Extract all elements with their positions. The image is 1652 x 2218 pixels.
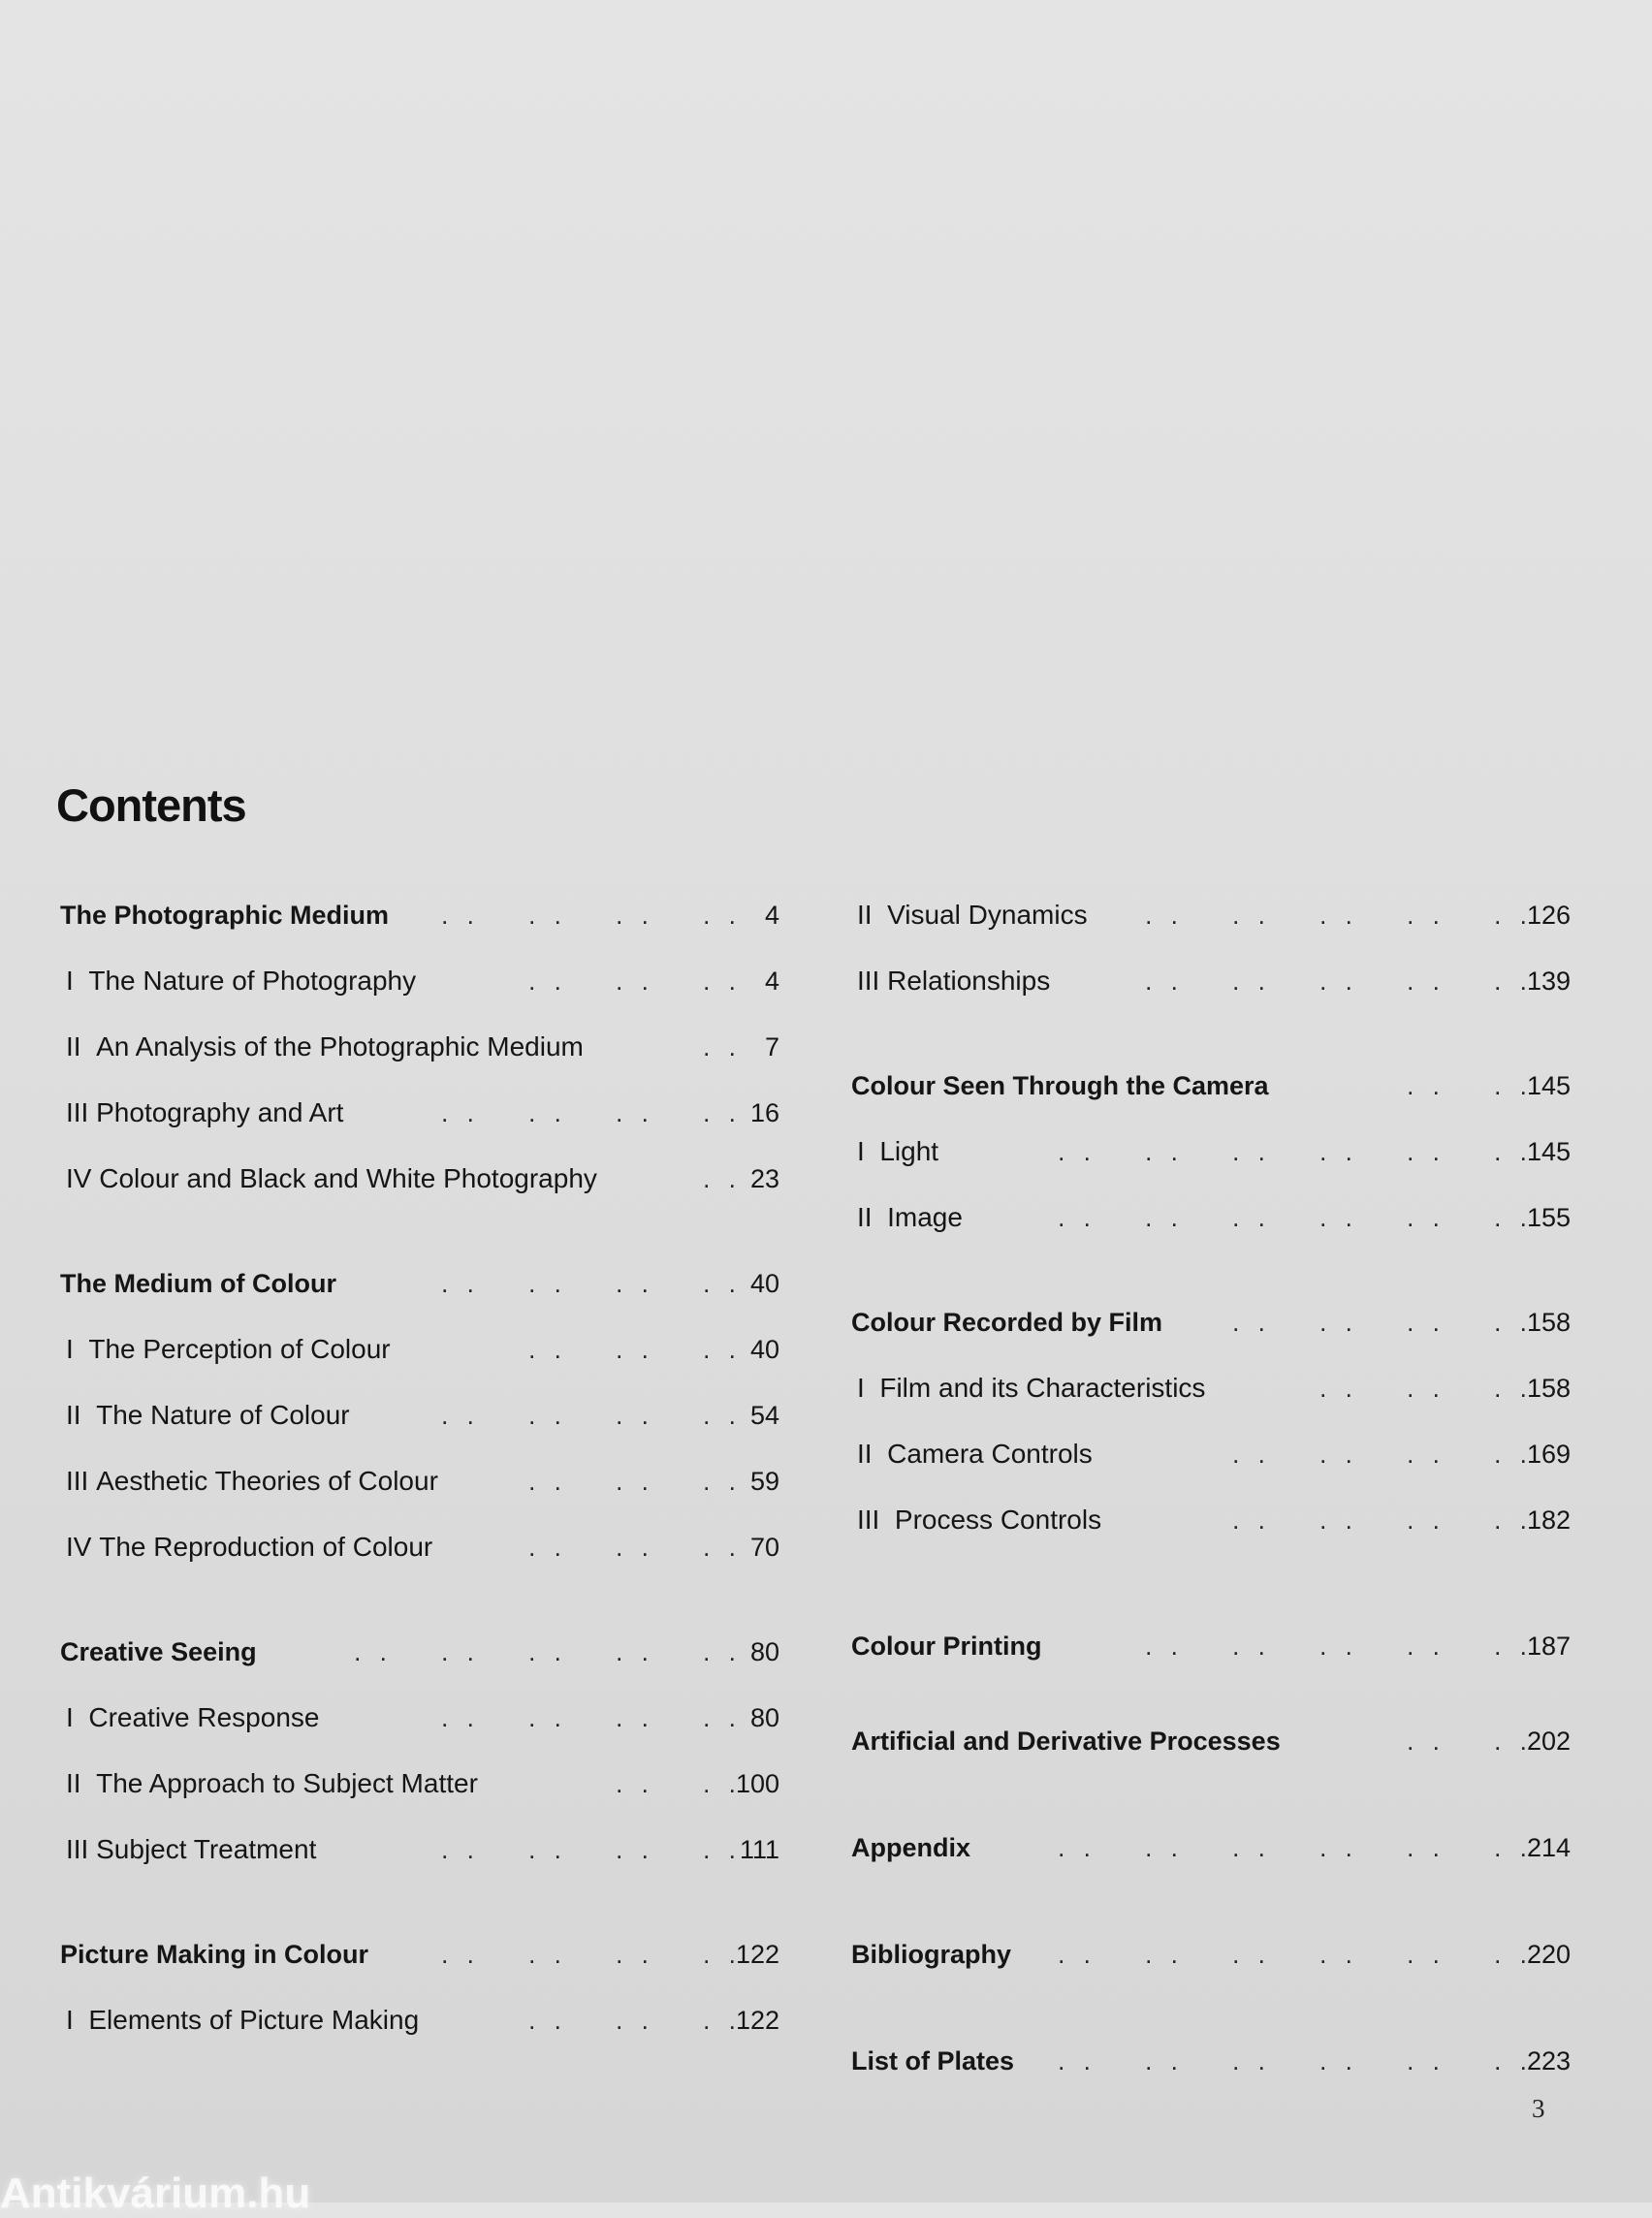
toc-numeral: I (66, 966, 74, 996)
toc-part-title: Picture Making in Colour (60, 1940, 369, 1969)
dot-leader: . . . . . . . . . . (354, 1637, 742, 1666)
toc-entry (60, 1514, 779, 1580)
toc-page-number: 80 (749, 1637, 779, 1666)
toc-part-title: Appendix (851, 1833, 971, 1862)
toc-page-number: 126 (1526, 901, 1571, 930)
dot-leader: . . . . . . (528, 1533, 742, 1562)
toc-entry (60, 1817, 779, 1883)
toc-numeral: I (66, 2005, 74, 2035)
toc-entry-title: Subject Treatment (96, 1834, 317, 1864)
toc-page-number: 214 (1526, 1833, 1571, 1862)
toc-entry-title: The Nature of Photography (88, 966, 417, 996)
toc-entry (851, 1119, 1571, 1185)
dot-leader: . . . . . . . . (441, 1835, 742, 1864)
toc-entry (60, 1685, 779, 1751)
toc-part-title: Bibliography (851, 1940, 1012, 1969)
toc-entry-title: Creative Response (88, 1702, 320, 1732)
toc-entry-title: Camera Controls (887, 1439, 1093, 1469)
dot-leader: . . . . . . . . (441, 1401, 742, 1430)
toc-entry (60, 1080, 779, 1146)
toc-entry (851, 1185, 1571, 1251)
toc-entry (851, 1355, 1571, 1421)
toc-entry (60, 1987, 779, 2053)
toc-part (851, 1921, 1571, 1987)
toc-page-number: 223 (1526, 2046, 1571, 2075)
toc-numeral: I (66, 1334, 74, 1364)
toc-entry-title: Film and its Characteristics (879, 1373, 1206, 1403)
dot-leader: . . . . . . (528, 1467, 742, 1496)
toc-page-number: 40 (749, 1335, 779, 1364)
toc-page-number: 54 (749, 1401, 779, 1430)
toc-page-number: 202 (1526, 1727, 1571, 1756)
page-title: Contents (56, 779, 246, 831)
toc-numeral: II (857, 900, 873, 930)
toc-entry-title: The Approach to Subject Matter (96, 1768, 478, 1798)
toc-page-number: 158 (1526, 1374, 1571, 1403)
toc-page-number: 59 (749, 1467, 779, 1496)
dot-leader: . . . . . . (528, 966, 742, 996)
dot-leader: . . . . . . . . (1232, 1505, 1533, 1535)
toc-numeral: I (857, 1136, 865, 1166)
toc-part (60, 1619, 779, 1685)
toc-part (851, 1289, 1571, 1355)
toc-part-title: Colour Recorded by Film (851, 1308, 1163, 1337)
toc-part (60, 1251, 779, 1316)
dot-leader: . . . . . . . . . . . . (1058, 1203, 1533, 1232)
toc-entry-title: Colour and Black and White Photography (99, 1163, 597, 1193)
dot-leader: . . . . . . . . . . . . (1058, 2046, 1533, 2075)
toc-page-number: 80 (749, 1703, 779, 1732)
toc-left-column (60, 882, 779, 2053)
toc-numeral: II (857, 1439, 873, 1469)
toc-entry (851, 882, 1571, 948)
toc-page-number: 187 (1526, 1632, 1571, 1661)
toc-entry-title: Relationships (887, 966, 1051, 996)
toc-entry-title: Aesthetic Theories of Colour (96, 1466, 438, 1496)
toc-numeral: III (66, 1097, 89, 1127)
toc-numeral: II (66, 1031, 81, 1061)
toc-page-number: 122 (735, 1940, 779, 1969)
toc-entry-title: The Nature of Colour (96, 1400, 350, 1430)
dot-leader: . . (703, 1032, 742, 1061)
toc-right-column (851, 882, 1571, 2094)
toc-part-title: Artificial and Derivative Processes (851, 1727, 1281, 1756)
toc-entry-title: The Perception of Colour (88, 1334, 391, 1364)
toc-part (60, 882, 779, 948)
toc-entry (60, 1382, 779, 1448)
toc-numeral: IV (66, 1163, 92, 1193)
toc-part-title: The Photographic Medium (60, 901, 390, 930)
toc-part (851, 1053, 1571, 1119)
toc-part (851, 2028, 1571, 2094)
toc-page-number: 111 (739, 1835, 779, 1864)
toc-page-number: 4 (764, 966, 779, 996)
toc-page-number: 40 (749, 1269, 779, 1298)
dot-leader: . . . . . . . . (441, 1940, 742, 1969)
toc-part (851, 1815, 1571, 1881)
toc-entry-title: The Reproduction of Colour (99, 1532, 433, 1562)
toc-part-title: The Medium of Colour (60, 1269, 336, 1298)
toc-entry (851, 1421, 1571, 1487)
toc-part-title: List of Plates (851, 2046, 1015, 2075)
toc-numeral: III (857, 1505, 880, 1535)
toc-numeral: I (857, 1373, 865, 1403)
toc-entry (60, 1146, 779, 1212)
toc-page-number: 4 (764, 901, 779, 930)
dot-leader: . . . . (616, 1769, 742, 1798)
toc-page-number: 145 (1526, 1137, 1571, 1166)
dot-leader: . . . . . . . . . . (1145, 966, 1533, 996)
dot-leader: . . . . . . . . . . . . (1058, 1940, 1533, 1969)
page-number: 3 (1532, 2094, 1545, 2123)
dot-leader: . . . . . . . . . . . . (1058, 1137, 1533, 1166)
toc-page-number: 7 (764, 1032, 779, 1061)
dot-leader: . . . . . . . . (441, 901, 742, 930)
toc-entry-title: Photography and Art (96, 1097, 344, 1127)
toc-page-number: 122 (735, 2006, 779, 2035)
toc-numeral: IV (66, 1532, 92, 1562)
toc-page-number: 155 (1526, 1203, 1571, 1232)
toc-page-number: 70 (749, 1533, 779, 1562)
toc-page-number: 145 (1526, 1071, 1571, 1100)
toc-entry-title: Elements of Picture Making (88, 2005, 420, 2035)
dot-leader: . . . . . . . . (1232, 1440, 1533, 1469)
toc-numeral: II (66, 1768, 81, 1798)
toc-numeral: III (66, 1834, 89, 1864)
toc-page-number: 100 (735, 1769, 779, 1798)
dot-leader: . . . . . . (1319, 1374, 1533, 1403)
toc-part-title: Colour Seen Through the Camera (851, 1071, 1269, 1100)
dot-leader: . . . . (1407, 1727, 1533, 1756)
toc-numeral: III (857, 966, 880, 996)
toc-part-title: Creative Seeing (60, 1637, 257, 1666)
dot-leader: . . . . . . . . . . (1145, 901, 1533, 930)
toc-page-number: 169 (1526, 1440, 1571, 1469)
toc-entry-title: Visual Dynamics (887, 900, 1088, 930)
toc-entry-title: Process Controls (894, 1505, 1102, 1535)
toc-numeral: I (66, 1702, 74, 1732)
toc-page-number: 23 (749, 1164, 779, 1193)
toc-page-number: 16 (749, 1098, 779, 1127)
toc-part (851, 1613, 1571, 1679)
toc-page-number: 182 (1526, 1505, 1571, 1535)
dot-leader: . . . . (1407, 1071, 1533, 1100)
toc-part (851, 1708, 1571, 1774)
watermark: Antikvárium.hu (0, 2170, 311, 2217)
dot-leader: . . . . . . . . (441, 1098, 742, 1127)
toc-entry-title: Image (887, 1202, 963, 1232)
toc-numeral: II (857, 1202, 873, 1232)
toc-entry (60, 948, 779, 1014)
dot-leader: . . . . . . (528, 1335, 742, 1364)
toc-numeral: II (66, 1400, 81, 1430)
dot-leader: . . . . . . . . (441, 1703, 742, 1732)
toc-entry (60, 1751, 779, 1817)
dot-leader: . . . . . . . . . . . . (1058, 1833, 1533, 1862)
dot-leader: . . . . . . . . (1232, 1308, 1533, 1337)
toc-entry (60, 1014, 779, 1080)
toc-entry-title: An Analysis of the Photographic Medium (96, 1031, 584, 1061)
toc-page-number: 139 (1526, 966, 1571, 996)
dot-leader: . . . . . . . . . . (1145, 1632, 1533, 1661)
dot-leader: . . . . . . (528, 2006, 742, 2035)
dot-leader: . . (703, 1164, 742, 1193)
toc-part-title: Colour Printing (851, 1632, 1042, 1661)
toc-entry (60, 1316, 779, 1382)
toc-page-number: 158 (1526, 1308, 1571, 1337)
toc-entry (60, 1448, 779, 1514)
toc-numeral: III (66, 1466, 89, 1496)
dot-leader: . . . . . . . . (441, 1269, 742, 1298)
toc-entry-title: Light (879, 1136, 939, 1166)
toc-part (60, 1921, 779, 1987)
toc-page-number: 220 (1526, 1940, 1571, 1969)
toc-entry (851, 1487, 1571, 1553)
toc-entry (851, 948, 1571, 1014)
